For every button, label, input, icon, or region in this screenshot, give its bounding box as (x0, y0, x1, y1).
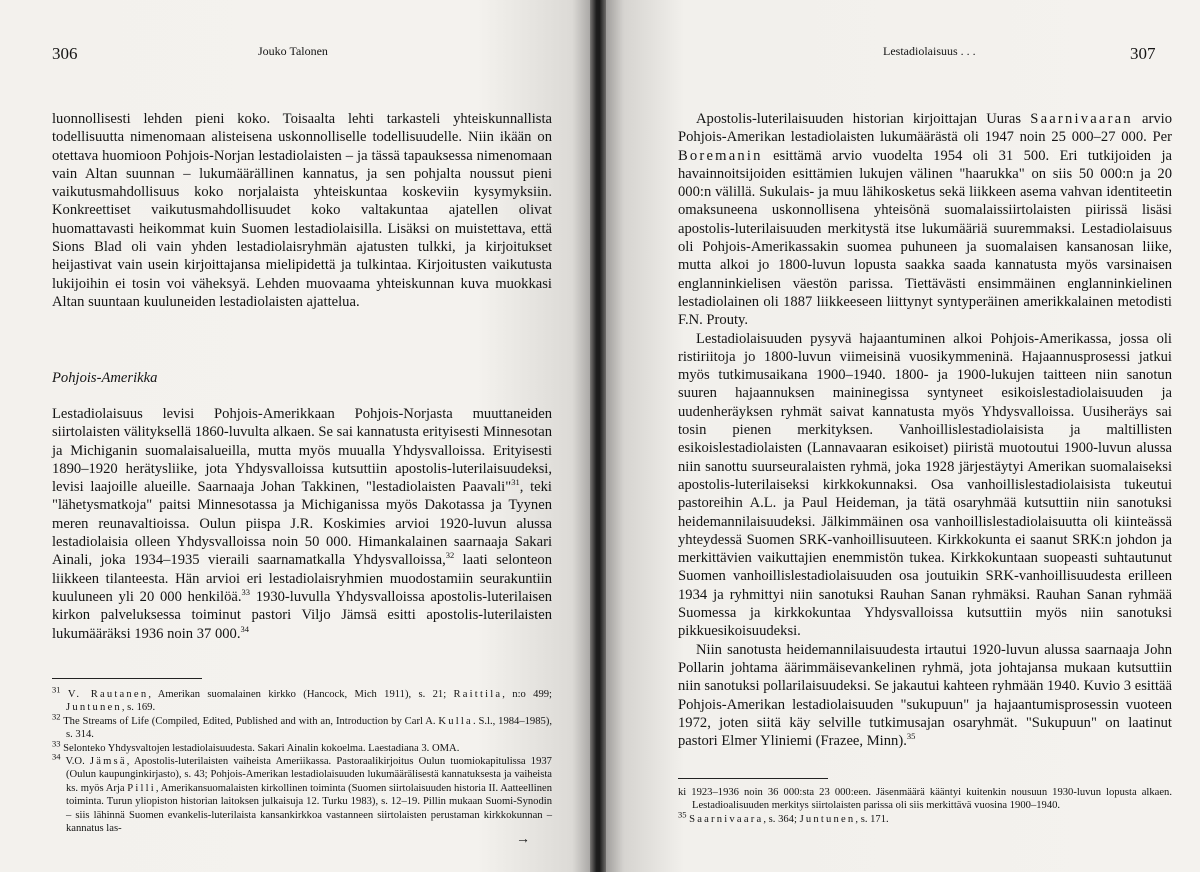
author-name: Saarnivaaran (1030, 111, 1133, 127)
paragraph-text (678, 110, 1172, 330)
page-number-right: 307 (1130, 44, 1156, 63)
footnote-text (61, 689, 68, 700)
author-name: Juntunen (799, 813, 856, 825)
footnote-text: , s. 364; (763, 813, 800, 825)
footnote (52, 684, 552, 715)
footnote-text: , Amerikansuomalaisten kirkollinen toiminta (Suomen siirtolaisuuden historia II. Aatteellinen toiminta. Turun yliopiston historian laitoksen julkaisuja 12. Turku 1983), s. 12–19. Pillin mukaan Suomi-Synodin – siis lähinnä Suomen evankelis-luterilaista kansankirkkoa vastanneen siirtolaisten perustaman kirkkokunnan – kannatus las- (66, 782, 552, 835)
footnote (678, 809, 1172, 826)
page-number-left: 306 (52, 44, 78, 63)
footnote-text: , s. 171. (855, 813, 889, 825)
right-body (678, 110, 1172, 750)
paragraph-text (678, 641, 1172, 751)
footnote-text: , Amerikan suomalainen kirkko (Hancock, Mich 1911), s. 21; (148, 689, 454, 700)
text-run: Lestadiolaisuus levisi Pohjois-Amerikkaan Pohjois-Norjasta muuttaneiden siirtolaisten välityksellä 1860-luvulta alkaen. Se sai kannatusta erityisesti Minnesotan ja Michiganin suomalaisalueilla, mutta myös muualla Yhdysvalloissa. Erityisesti 1890–1920 herätysliike, jota Yhdysvalloissa kutsuttiin apostolis-luterilaisuudeksi, levisi laajoille alueille. Saarnaaja Johan Takkinen, "lestadiolaisten Paavali" (52, 406, 552, 496)
footnote-text: V.O. (60, 756, 90, 768)
footnote-number: 33 (52, 738, 61, 749)
footnote (52, 738, 552, 755)
footnote-number: 31 (52, 684, 61, 695)
author-name: Boremanin (678, 147, 763, 164)
author-name: Pilli (127, 782, 156, 794)
paragraph-text: Lestadiolaisuuden pysyvä hajaantuminen alkoi Pohjois-Amerikassa, jossa oli ristiriitoja jo 1800-luvun viimeisinä vuosikymmeninä. Hajaannusprosessi jatkui myös tutkimusaikana 1900–1940. 1800- ja 1900-lukujen taitteen niin sanotun suuren hajaannuksen maininegissa syntyneet esikoislestadiolaisuuden ja uudenheräyksen ryhmät saivat kannatusta myös Yhdysvalloissa. Uusiheräys sai tosin pienen merkityksen. Vanhoillislestadiolaisista ja maltillisten esikoislestadiolaisten (Lannavaaran esikoiset) piiristä muotoutui 1900-luvun alussa niin sanottu suurseuralaisten ryhmä, joka 1928 järjestäytyi Amerikan suomalaiseksi apostolis-luterilaiseksi kirkkokunnaksi. Osa vanhoillislestadiolaisista tukeutui pastoreihin A.L. ja Paul Heideman, ja tätä osaryhmää kutsuttiin niin sanotuksi heidemannilaisuudeksi. Jälkimmäinen osa vanhoillislestadiolaisuutta oli kiinteässä yhteydessä Suomen SRK-vanhoillisuuteen. Kirkkokunta ei saanut SRK:n johdon ja merkittävien vaikuttajien enemmistön tukea. Kirkkokuntaan suopeasti suhtautunut Suomen vanhoillislestadiolaisuuden osa joutuikin SRK-vanhoillisuudesta erilleen 1934 ja ryhmittyi niin sanotuksi Rauhan Sanan ryhmäksi. Rauhan Sanan ryhmää Suomessa ja kirkkokuntaa Yhdysvalloissa kutsuttiin myös niin sanotuksi pikkuesikoisuudeksi. (678, 330, 1172, 640)
left-paragraph-2 (52, 405, 552, 643)
footnote-text: , s. 169. (121, 702, 156, 714)
footnote-text: Selonteko Yhdysvaltojen lestadiolaisuudesta. Sakari Ainalin kokoelma. Laestadiana 3. OMA. (60, 742, 460, 754)
footnote-rule (52, 678, 202, 679)
footnote-text: The Streams of Life (Compiled, Edited, Published and with an, Introduction by Carl A. (60, 715, 439, 727)
section-heading: Pohjois-Amerikka (52, 370, 158, 386)
footnote-ref: 33 (241, 587, 250, 598)
author-name: Saarnivaara (689, 813, 764, 825)
text-run: 1930-luvulla Yhdysvalloissa apostolis-luterilaisen kirkon palveluksessa toiminut pastori Viljo Jämsä esitti apostolis-luterilaisten lukumääräksi 1936 noin 37 000. (52, 588, 552, 642)
author-name: V. Rautanen (67, 689, 149, 700)
footnote (52, 711, 552, 742)
left-paragraph-1 (52, 110, 552, 311)
footnote-text: . S.l., 1984–1985), s. 314. (66, 715, 552, 741)
paragraph-text: luonnollisesti lehden pieni koko. Toisaalta lehti tarkasteli yhteiskunnallista todellisuutta nimenomaan alisteisena uskonnolliselle todellisuudelle. Niin ikään on otettava huomioon Pohjois-Norjan lestadiolaisten – ja tässä tapauksessa nimenomaan vain Altan suunnan – lukumäärällinen kannatus, ja sen pohjalta noussut pieni vaikutusmahdollisuus koko norjalaista yhteiskuntaa koskeviin kysymyksiin. Konkreettiset vaikutusmahdollisuudet koko valtakuntaa ajatellen olivat huomattavasti heikommat kuin Suomen lestadiolaisilla. Lisäksi on muistettava, että Sions Blad oli vain yhden lestadiolaisryhmän ajatusten tulkki, ja kirjoitukset heijastivat vain usein kirjoittajansa mielipidettä ja tulkintaa. Kirjoitusten vaikutusta lukijoihin ei tosin voi väheksyä. Lehden muovaama yhteiskunnan kuva muokkasi Altan suuntaan kuuluneiden lestadiolaisten ajattelua. (52, 111, 552, 310)
footnote-text: , Apostolis-luterilaisten vaiheista Ameriikassa. Pastoraalikirjoitus Oulun tuomiokapitulissa 1937 (Oulun kaupunginkirjasto), s. 43; Pohjois-Amerikan lestadiolaisuuden lukumäärälisestä kannatuksesta ja vaiheista ks. myös Arja (66, 756, 552, 794)
footnote-continuation: ki 1923–1936 noin 36 000:sta 23 000:een. Jäsenmäärä kääntyi kuitenkin nousuun 1930-luvun lopusta alkaen. Lestadioalisuuden merkitys siirtolaisten parissa oli siis merkittävä vuosina 1900–1940. (678, 787, 1172, 812)
text-run: esittämä arvio vuodelta 1954 oli 31 500. Eri tutkijoiden ja havainnoitsijoiden esittämien lukujen välinen "haarukka" on siis 50 000:n ja 20 000:n välillä. Sukulais- ja muu lähikosketus sekä liikkeen asema vahvan identiteetin omaksuneena uskonnollisena yhteisönä suomalaissiirtolaisten piirissä lisäsi apostolis-luterilaisuuden merkitystä itse lukumääriä suuremmaksi. Lestadiolaisuus oli Pohjois-Amerikassakin suomea puhuneen ja suomalaisen kansanosan liike, mutta alkoi jo 1800-luvun lopusta saakka saada kannatusta myös varsinaisen englanninkielisen väestön parissa. Tiettävästi ensimmäinen englanninkielinen lestadiolainen oli 1887 liikkeeseen liittynyt syntyperäinen amerikkalainen metodisti F.N. Prouty. (678, 147, 1172, 329)
footnote-number: 35 (678, 809, 687, 820)
author-name: Jämsä (89, 756, 127, 768)
footnotes-right (678, 786, 1172, 826)
paragraph-text (52, 405, 552, 643)
footnote (52, 751, 552, 835)
footnote-number: 32 (52, 711, 61, 722)
footnote-ref: 32 (445, 550, 455, 561)
author-name: Juntunen (66, 702, 122, 714)
footnote-number: 34 (52, 751, 61, 762)
footnotes-left (52, 684, 552, 835)
footnote-ref: 34 (240, 623, 249, 634)
text-run: , teki "lähetysmatkoja" paitsi Minnesotassa ja Michiganissa myös Dakotassa ja Tyynen meren reunavaltioissa. Oulun piispa J.R. Koskimies arvioi 1920-luvun alussa lestadiolaisia olleen Yhdysvalloissa noin 50 000. Himankalainen saarnaaja Sakari Ainali, joka 1934–1935 vieraili saarnamatkalla Yhdysvalloissa, (52, 479, 552, 569)
running-head-right: Lestadiolaisuus . . . (883, 44, 976, 58)
text-run: arvio Pohjois-Amerikan lestadiolaisten lukumäärästä oli 1947 noin 25 000–27 000. Per (678, 111, 1172, 146)
right-page (600, 0, 1200, 872)
author-name: Kulla (438, 715, 473, 727)
text-run: Apostolis-luterilaisuuden historian kirjoittajan Uuras (696, 111, 1031, 127)
book-gutter (590, 0, 606, 872)
footnote-rule (678, 778, 828, 779)
left-page (0, 0, 596, 872)
running-head-left: Jouko Talonen (258, 44, 328, 58)
text-run: laati selonteon liikkeen tilanteesta. Hän arvioi eri lestadiolaisryhmien muodostamiin seurakuntiin kuuluneen yli 20 000 henkilöä. (52, 552, 552, 605)
footnote-ref: 31 (511, 477, 520, 488)
footnote-ref: 35 (906, 731, 916, 742)
author-name: Raittila (453, 689, 503, 700)
text-run: Niin sanotusta heidemannilaisuudesta irtautui 1920-luvun alussa saarnaaja John Pollarin johtama äärimmäisevankelinen ryhmä, jota johtajansa mukaan kutsuttiin niin sanotuksi pollarilaisuudeksi. Se jakautui kahteen ryhmään 1940. Kuvio 3 esittää Pohjois-Amerikan lestadiolaisuuden "sukupuun" ja hajaantumisprosessin vuoteen 1972, joten siitä käy selville tutkimusajan osaryhmät. "Sukupuun" on laatinut pastori Elmer Yliniemi (Frazee, Minn). (678, 641, 1172, 750)
continue-arrow-icon: → (516, 832, 530, 847)
footnote-text: , n:o 499; (502, 689, 552, 700)
